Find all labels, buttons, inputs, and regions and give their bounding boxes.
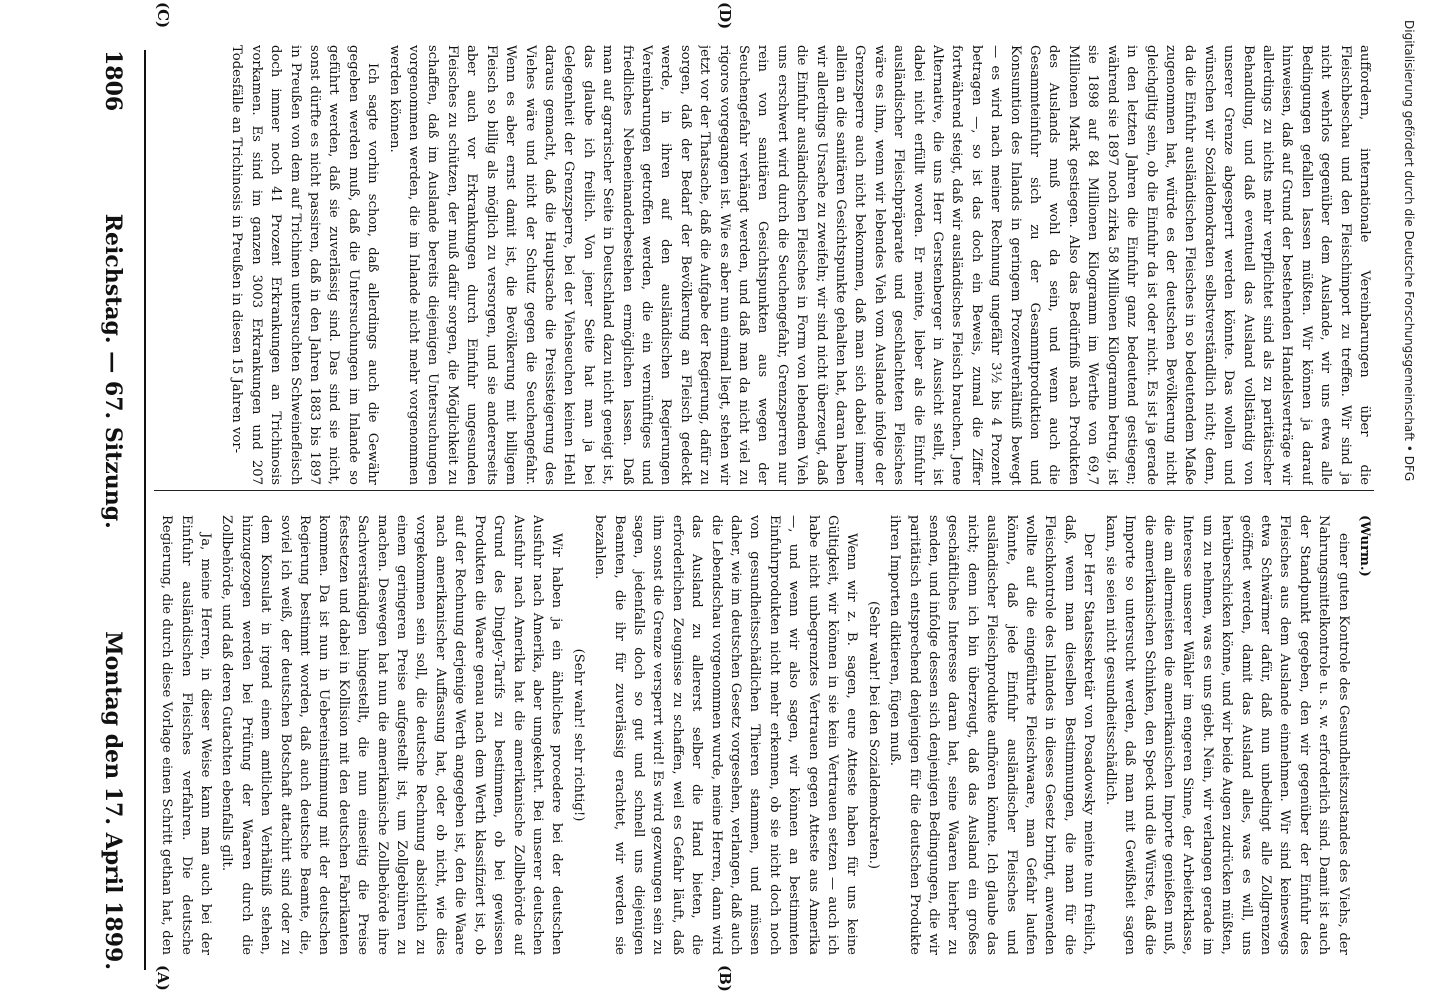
header-rule [144, 50, 146, 970]
margin-mark-d: (D) [716, 2, 734, 30]
interjection: (Sehr wahr! bei den Sozialdemokraten.) [865, 601, 881, 869]
margin-mark-b: (B) [716, 965, 734, 992]
page-header [98, 50, 128, 970]
paragraph: Wenn wir z. B. sagen, eure Atteste haben für uns keine Gültigkeit, wir können in sie kein Vertrauen setzen — auch ich habe nicht unbegrenztes Vertrauen gegen Atteste aus Amerika —, und wenn wir also sagen, wir können an bestimmten Einfuhrprodukten nicht mehr erkennen, ob sie nicht doch noch von gesundheitsschädlichen Thieren stammen, und müssen daher, wie im deutschen Gesetz vorgesehen, verlangen, daß auch die Lebendschau vorgenommen wurde, meine Herren, dann wird das Ausland zu allererst selber die Hand bieten, die erforderlichen Zeugnisse zu schaffen, weil es Gefahr läuft, daß ihm sonst die Grenze versperrt wird! Es wird gezwungen sein zu sagen, jedenfalls doch so gut und schnell uns diejenigen Beamten, die ihr für zuverlässig erachtet, wir werden sie bezahlen. [592, 515, 860, 955]
margin-mark-c: (C) [154, 2, 172, 29]
margin-mark-a: (A) [154, 965, 172, 991]
left-column [154, 515, 1374, 955]
paragraph: Der Herr Staatssekretär von Posadowsky meinte nun freilich, daß, wenn man dieselben Bestimmungen, die man für die Fleischkontrole des Inlandes in dieses Gesetz bringt, anwenden wollte auf die eingeführte Fleischwaare, man Gefahr laufen könnte, daß jede Einfuhr ausländischer Fleisches und ausländischer Fleischprodukte aufhören könnte. Ich glaube das nicht; denn ich bin überzeugt, daß das Ausland ein großes geschäftliches Interesse daran hat, seine Waaren hierher zu senden, und infolge dessen sich denjenigen Bedingungen, die wir paritätisch entsprechend denjenigen für die deutschen Produkte ihren Importen diktieren, fügen muß. [887, 515, 1097, 955]
page-number: 1806 [100, 50, 126, 112]
speaker-label: (Wurm.) [1357, 515, 1372, 577]
paragraph: einer guten Kontrole des Gesundheitszustandes des Viehs, der Nahrungsmittelkontrole u. s. w. erforderlich sind. Damit ist auch der Standpunkt gegeben, den wir gegenüber der Einfuhr des Fleisches aus dem Auslande einnehmen. Wir sind keineswegs etwa Schwärmer dafür, daß nun unbedingt alle Zollgrenzen geöffnet werden, damit das Ausland alles, was es will, uns herüberschicken könne, und wir beide Augen zudrücken müßten, um zu nehmen, was es uns giebt. Nein, wir verlangen gerade im Interesse unserer Wähler im engeren Sinne, der Arbeiterklasse, die am allermeisten die amerikanischen Importe genießen muß, die amerikanischen Schinken, den Speck und die Würste, daß die Importe so untersucht werden, daß man mit Gewißheit sagen kann, sie seien nicht gesundheitsschädlich. [1102, 515, 1351, 955]
page-title: Reichstag. — 67. Sitzung. [100, 213, 126, 529]
page-date: Montag den 17. April 1899. [100, 631, 126, 970]
paragraph: auffordern, internationale Vereinbarungen über die Fleischbeschau und den Fleischimport zu treffen. Wir sind ja nicht wehrlos gegenüber dem Auslande, wir uns etwa alle Bedingungen gefallen lassen müßten. Wir können ja darauf hinweisen, daß auf Grund der bestehenden Handelsverträge wir allerdings zu nichts mehr verpflichtet sind als zu paritätischer Behandlung, und daß eventuell das Ausland vollständig von unserer Grenze abgesperrt werden könnte. Das wollen und wünschen wir Sozialdemokraten selbstverständlich nicht; denn, da die Einfuhr ausländischen Fleisches in so bedeutendem Maße zugenommen hat, würde es der deutschen Bevölkerung nicht gleichgiltig sein, ob die Einfuhr da ist oder nicht. Es ist ja gerade in den letzten Jahren die Einfuhr ganz bedeutend gestiegen; während sie 1897 noch zirka 58 Millionen Kilogramm betrug, ist sie 1898 auf 84 Millionen Kilogramm im Werthe von 69,7 Millionen Mark gestiegen. Also das Bedürfniß nach Produkten des Auslands muß wohl da sein, und wenn auch die Gesammteinfuhr sich zu der Gesammtproduktion und Konsumtion des Inlands in geringem Prozentverhältniß bewegt — es wird nach meiner Rechnung ungefähr 3½ bis 4 Prozent betragen —, so ist das doch ein Beweis, zumal die Ziffer fortwährend steigt, daß wir ausländisches Fleisch brauchen. Jene Alternative, die uns Herr Gerstenberger in Aussicht stellt, ist dabei nicht erfüllt worden. Er meinte, lieber als die Einfuhr ausländischer Fleischpräparate und geschlachteten Fleisches wäre es ihm, wenn wir lebendes Vieh vom Auslande infolge der Grenzsperre auch nicht bekommen, daß man sich dabei immer allein an die sanitären Gesichtspunkte gehalten hat, daran haben wir allerdings Ursache zu zweifeln; wir sind nicht überzeugt, daß die Einfuhr ausländischen Fleisches in Form von lebendem Vieh uns erschwert wird durch die Seuchengefahr, Grenzsperren nur rein von sanitären Gesichtspunkten aus wegen der Seuchengefahr verhängt werden, und daß man da nicht viel zu rigoros vorgegangen ist. Wie es aber nun einmal liegt, stehen wir jetzt vor der Thatsache, daß die Aufgabe der Regierung, dafür zu sorgen, daß der Bedarf der Bevölkerung an Fleisch gedeckt werde, in ihren auf den ausländischen Regierungen Vereinbarungen getroffen werden, die ein vernünftiges und friedliches Nebeneinanderbestehen ermöglichen lassen. Daß man auf agrarischer Seite in Deutschland dazu nicht geneigt ist, das glaube ich freilich. Von jener Seite hat man ja bei Gelegenheit der Grenzsperre, bei der Viehseuchen keinen Hehl daraus gemacht, daß die Hauptsache die Preissteigerung des Viehes wäre und nicht der Schutz gegen die Seuchengefahr. Wenn es aber ernst damit ist, die Bevölkerung mit billigem Fleisch so billig als möglich zu versorgen, und sie andererseits aber auch vor Erkrankungen durch Einfuhr ungesunden Fleisches zu schützen, der muß dafür sorgen, die Möglichkeit zu schaffen, daß im Auslande bereits diejenigen Untersuchungen vorgenommen werden, die im Inlande nicht mehr vorgenommen werden können. [386, 45, 1372, 485]
paragraph: Ich sagte vorhin schon, daß allerdings auch die Gewähr gegeben werden muß, daß die Untersuchungen im Inlande so geführt werden, daß sie zuverlässig sind. Das sind sie nicht, sonst dürfte es nicht passiren, daß in den Jahren 1883 bis 1897 in Preußen von dem auf Trichinen untersuchten Schweinefleisch doch immer noch 41 Prozent Erkrankungen an Trichinosis vorkamen. Es sind im ganzen 3003 Erkrankungen und 207 Todesfälle an Trichinosis in Preußen in diesen 15 Jahren vor- [229, 45, 381, 485]
column-separator [154, 490, 1374, 491]
paragraph: Ja, meine Herren, in dieser Weise kann man auch bei der Einfuhr ausländischen Fleisches verfahren. Die deutsche Regierung, die durch diese Vorlage einen Schritt gethan hat, den [159, 515, 214, 955]
digitization-note: Digitalisierung gefördert durch die Deutsche Forschungsgemeinschaft • DFG [1402, 20, 1416, 482]
paragraph: Wir haben ja ein ähnliches procedere bei der deutschen Ausfuhr nach Amerika, aber umgekehrt. Bei unserer deutschen Ausfuhr nach Amerika hat die amerikanische Zollbehörde auf Grund des Dingley-Tarifs zu bestimmen, ob bei gewissen Produkten die Waare genau nach dem Werth klassifiziert ist, ob auf der Rechnung derjenige Werth angegeben ist, den die Waare nach amerikanischer Auffassung hat, oder ob nicht, wie dies vorgekommen sein soll, die deutsche Rechnung absichtlich zu einem geringeren Preise aufgestellt ist, um Zollgebühren zu machen. Deswegen hat nun die amerikanische Zollbehörde ihre Sachverständigen hingestellt, die nun einseitig die Preise festsetzen und dabei in Kollision mit den deutschen Fabrikanten kommen. Da ist nun in Uebereinstimmung mit der deutschen Regierung bestimmt worden, daß auch deutsche Beamte, die, soviel ich weiß, der deutschen Botschaft attachirt sind oder zu dem Konsulat in irgend einem amtlichen Verhältniß stehen, hinzugezogen werden bei Prüfung der Waaren durch die Zollbehörde, und daß deren Gutachten ebenfalls gilt. [219, 515, 565, 955]
interjection: (Sehr wahr! sehr richtig!) [570, 648, 586, 822]
right-column [154, 45, 1374, 485]
